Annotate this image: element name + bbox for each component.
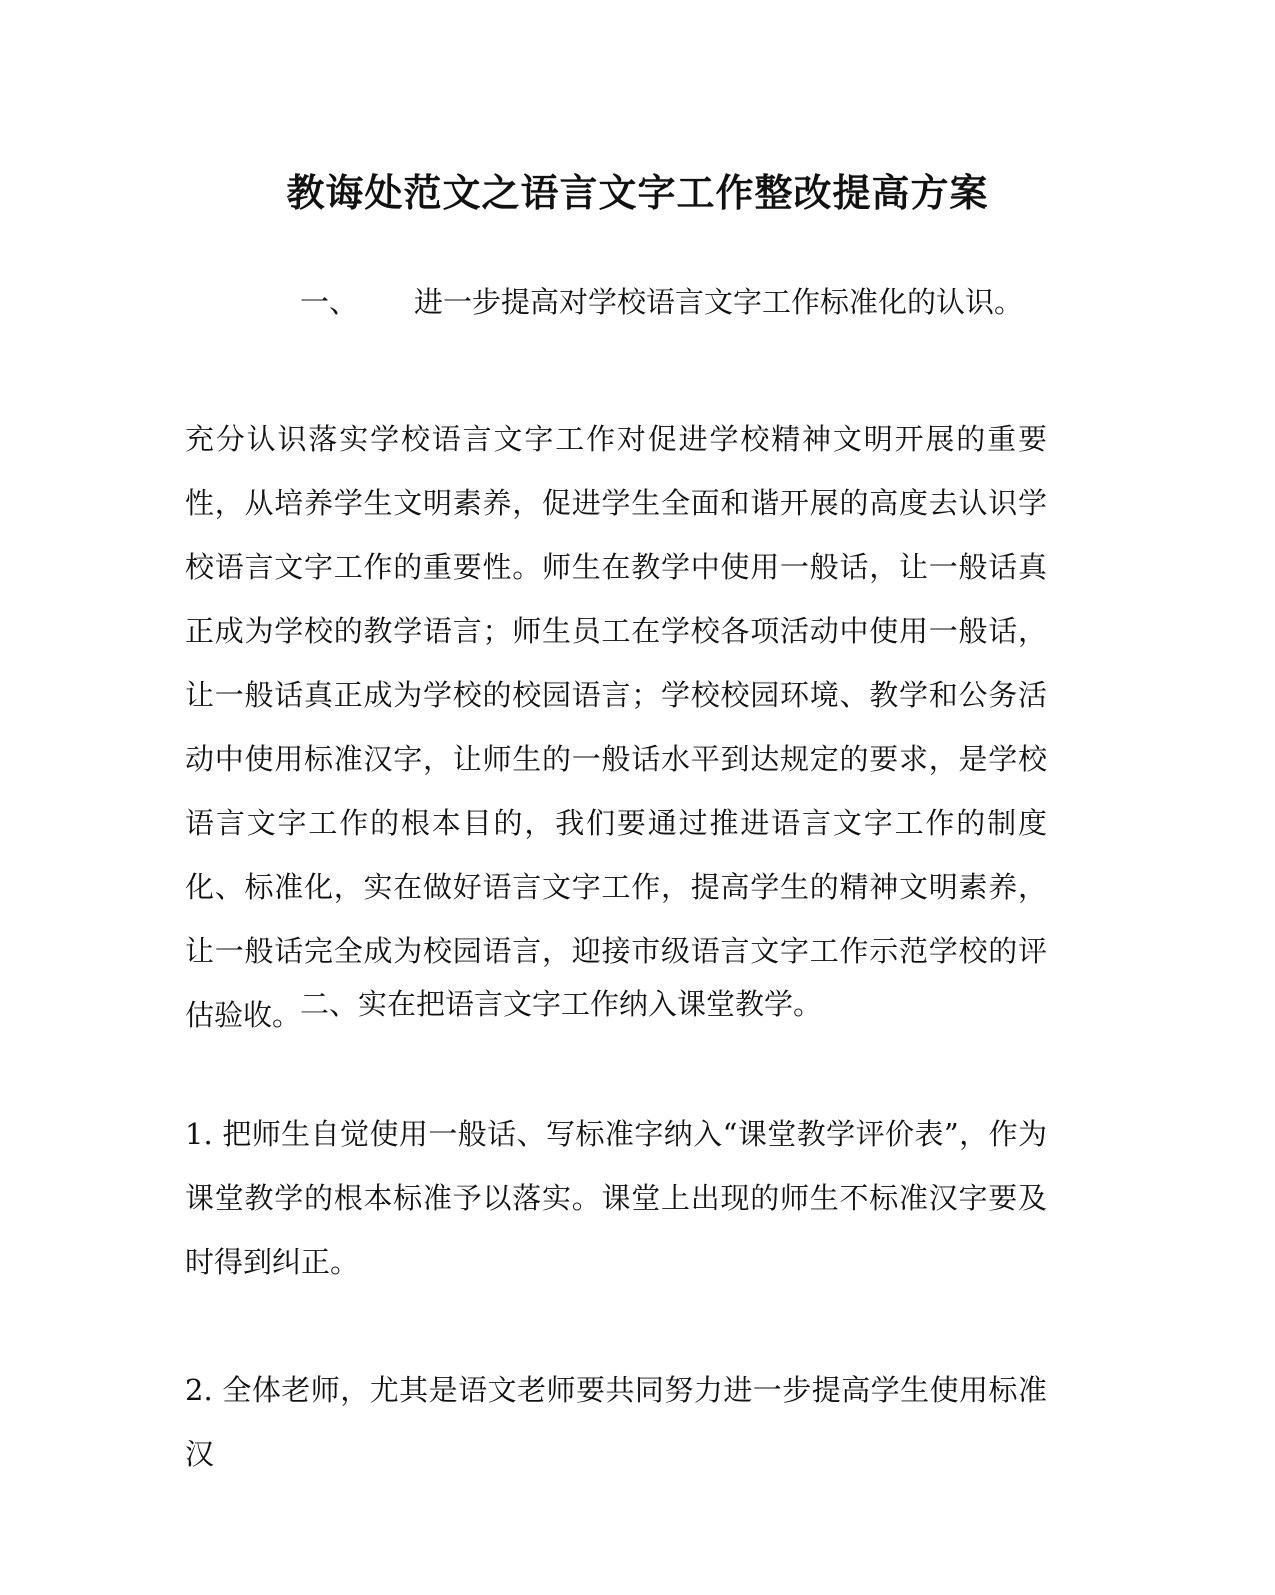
list-item-1: 1. 把师生自觉使用一般话、写标准字纳入“课堂教学评价表”，作为课堂教学的根本标准予以落实。课堂上出现的师生不标准汉字要及时得到纠正。 [185, 1117, 1047, 1279]
section-number-1: 一、 [300, 285, 359, 319]
body-paragraph-1: 充分认识落实学校语言文字工作对促进学校精神文明开展的重要性，从培养学生文明素养，促进学生全面和谐开展的高度去认识学校语言文字工作的重要性。师生在教学中使用一般话，让一般话真正成为学校的教学语言；师生员工在学校各项活动中使用一般话，让一般话真正成为学校的校园语言；学校校园环境、教学和公务活动中使用标准汉字，让师生的一般话水平到达规定的要求，是学校语言文字工作的根本目的，我们要通过推进语言文字工作的制度化、标准化，实在做好语言文字工作，提高学生的精神文明素养，让一般话完全成为校园语言，迎接市级语言文字工作示范学校的评估验收。 [185, 422, 1047, 1032]
document-title: 教诲处范文之语言文字工作整改提高方案 [286, 170, 989, 215]
section-heading-1 [300, 282, 1023, 322]
section-heading-2: 二、实在把语言文字工作纳入课堂教学。 [300, 987, 823, 1021]
list-item-2: 2. 全体老师，尤其是语文老师要共同努力进一步提高学生使用标准汉 [185, 1373, 1047, 1471]
section-heading-1-text: 进一步提高对学校语言文字工作标准化的认识。 [414, 285, 1024, 319]
